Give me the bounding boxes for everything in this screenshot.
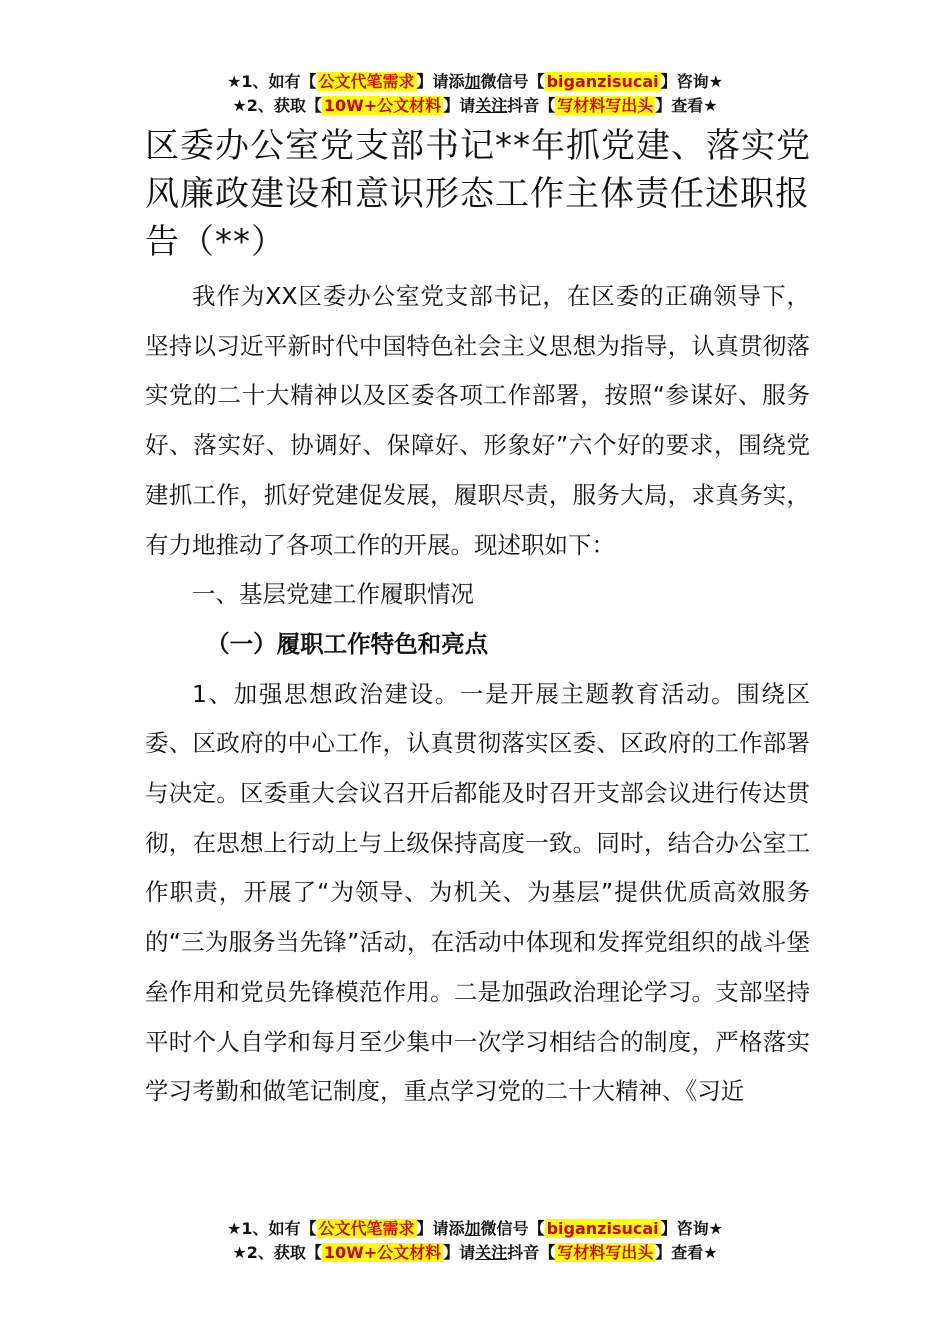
document-title: 区委办公室党支部书记**年抓党建、落实党风廉政建设和意识形态工作主体责任述职报告（**）: [145, 126, 811, 262]
banner-text: 】请添: [416, 1219, 465, 1238]
banner-highlight: 写材料写出头: [557, 1243, 654, 1262]
document-body: [145, 272, 810, 1117]
banner-text: 】查看★: [655, 96, 718, 115]
paragraph-body: 1、加强思想政治建设。一是开展主题教育活动。围绕区委、区政府的中心工作，认真贯彻落实区委、区政府的工作部署与决定。区委重大会议召开后都能及时召开支部会议进行传达贯彻，在思想上行动上与上级保持高度一致。同时，结合办公室工作职责，开展了“为领导、为机关、为基层”提供优质高效服务的“三为服务当先锋”活动，在活动中体现和发挥党组织的战斗堡垒作用和党员先锋模范作用。二是加强政治理论学习。支部坚持平时个人自学和每月至少集中一次学习相结合的制度，严格落实学习考勤和做笔记制度，重点学习党的二十大精神、《习近: [145, 679, 810, 1106]
banner-underlined: 加: [464, 72, 481, 91]
banner-text: ★1、如有【: [227, 72, 317, 91]
section-heading: 一、基层党建工作履职情况: [192, 580, 474, 609]
banner-text: 】咨询★: [660, 1219, 723, 1238]
banner-line-2: [0, 94, 950, 118]
banner-text: ★1、如有【: [227, 1219, 317, 1238]
banner-line-1: [0, 70, 950, 94]
banner-highlight: 写材料写出头: [557, 96, 654, 115]
banner-highlight: 公文代笔需求: [318, 72, 415, 91]
banner-text: ★2、获取【: [232, 1243, 322, 1262]
banner-text: ★2、获取【: [232, 96, 322, 115]
subsection-heading: （一）履职工作特色和亮点: [206, 629, 489, 658]
banner-underlined: 关注: [475, 1243, 508, 1262]
banner-text: 微信号【: [480, 72, 545, 91]
banner-text: 】查看★: [655, 1243, 718, 1262]
banner-text: 】咨询★: [660, 72, 723, 91]
banner-underlined: 加: [464, 1219, 481, 1238]
banner-underlined: 关注: [475, 96, 508, 115]
banner-text: 】请: [443, 1243, 476, 1262]
banner-line-1: [0, 1217, 950, 1241]
banner-highlight: 10W+公文材料: [323, 96, 442, 115]
banner-text: 】请: [443, 96, 476, 115]
banner-text: 】请添: [416, 72, 465, 91]
banner-text: 抖音【: [507, 96, 556, 115]
banner-highlight: biganzisucai: [546, 1219, 659, 1238]
banner-text: 抖音【: [507, 1243, 556, 1262]
banner-text: 微信号【: [480, 1219, 545, 1238]
banner-line-2: [0, 1241, 950, 1265]
top-banner: [0, 70, 950, 118]
paragraph-intro: 我作为XX区委办公室党支部书记，在区委的正确领导下，坚持以习近平新时代中国特色社会主义思想为指导，认真贯彻落实党的二十大精神以及区委各项工作部署，按照“参谋好、服务好、落实好、协调好、保障好、形象好”六个好的要求，围绕党建抓工作，抓好党建促发展，履职尽责，服务大局，求真务实，有力地推动了各项工作的开展。现述职如下：: [145, 282, 810, 559]
banner-highlight: biganzisucai: [546, 72, 659, 91]
bottom-banner: [0, 1217, 950, 1265]
banner-highlight: 10W+公文材料: [323, 1243, 442, 1262]
banner-highlight: 公文代笔需求: [318, 1219, 415, 1238]
